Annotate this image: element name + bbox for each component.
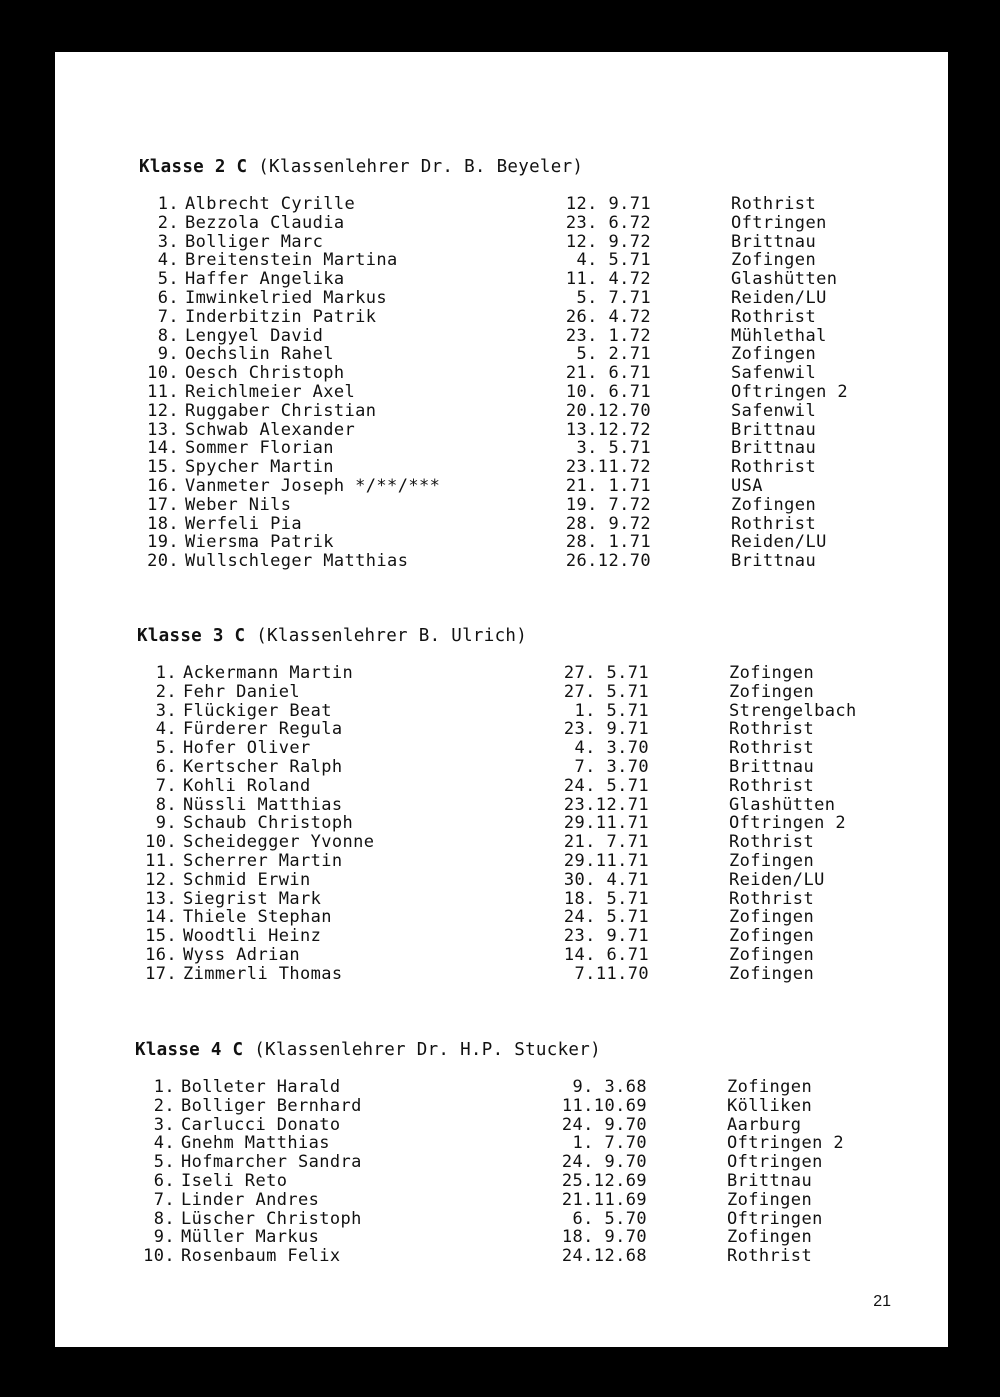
student-row: [139, 269, 838, 290]
student-row: [137, 756, 815, 777]
student-row: [139, 513, 817, 534]
student-name: Thiele Stephan: [183, 907, 332, 928]
student-row: [137, 775, 815, 796]
student-row: [139, 381, 848, 402]
student-row: [139, 551, 817, 572]
home-town: Reiden/LU: [729, 869, 825, 890]
home-town: Mühlethal: [731, 325, 827, 346]
home-town: Rothrist: [729, 738, 815, 759]
birth-date: 21. 6.71: [565, 363, 651, 384]
birth-date: 7.11.70: [574, 963, 649, 984]
student-name: Bolleter Harald: [181, 1077, 341, 1097]
student-number: 15.: [145, 926, 177, 947]
student-row: [137, 869, 825, 890]
birth-date: 26.12.70: [565, 551, 651, 572]
student-row: [137, 888, 815, 909]
birth-date: 1. 5.71: [574, 700, 649, 721]
home-town: Zofingen: [727, 1189, 813, 1210]
student-number: 5.: [157, 269, 179, 290]
student-number: 7.: [157, 306, 179, 327]
student-list: [137, 663, 857, 984]
student-number: 19.: [147, 532, 179, 553]
student-row: [139, 532, 827, 553]
home-town: Zofingen: [729, 944, 815, 965]
student-number: 14.: [145, 907, 177, 928]
birth-date: 27. 5.71: [563, 663, 649, 683]
home-town: Zofingen: [727, 1077, 813, 1097]
student-name: Werfeli Pia: [185, 513, 302, 534]
home-town: Zofingen: [729, 663, 815, 683]
home-town: Brittnau: [731, 438, 817, 459]
birth-date: 12. 9.72: [565, 231, 651, 252]
birth-date: 1. 7.70: [572, 1133, 647, 1154]
birth-date: 18. 9.70: [561, 1227, 647, 1248]
home-town: Zofingen: [729, 907, 815, 928]
home-town: Rothrist: [729, 775, 815, 796]
student-row: [137, 832, 815, 853]
student-name: Bezzola Claudia: [185, 212, 345, 233]
student-number: 1.: [153, 1077, 175, 1097]
student-name: Reichlmeier Axel: [185, 381, 356, 402]
student-number: 3.: [157, 231, 179, 252]
home-town: Brittnau: [731, 551, 817, 572]
home-town: Rothrist: [731, 457, 817, 478]
student-row: [137, 850, 815, 871]
document-page: [55, 52, 948, 1347]
student-row: [137, 794, 836, 815]
home-town: Zofingen: [727, 1227, 813, 1248]
student-row: [139, 287, 827, 308]
birth-date: 21.11.69: [561, 1189, 647, 1210]
student-number: 3.: [155, 700, 177, 721]
birth-date: 23.12.71: [563, 794, 649, 815]
student-name: Wiersma Patrik: [185, 532, 334, 553]
student-row: [135, 1114, 802, 1135]
student-number: 9.: [157, 344, 179, 365]
student-name: Vanmeter Joseph */**/***: [185, 475, 441, 496]
student-name: Wullschleger Matthias: [185, 551, 409, 572]
student-number: 11.: [145, 850, 177, 871]
birth-date: 3. 5.71: [576, 438, 651, 459]
home-town: Oftringen 2: [727, 1133, 844, 1154]
class-section-4c: [135, 1040, 844, 1267]
teacher-info: (Klassenlehrer Dr. H.P. Stucker): [243, 1040, 601, 1060]
student-row: [135, 1133, 844, 1154]
student-number: 8.: [157, 325, 179, 346]
student-name: Schmid Erwin: [183, 869, 311, 890]
birth-date: 5. 2.71: [576, 344, 651, 365]
student-number: 16.: [147, 475, 179, 496]
student-row: [139, 475, 763, 496]
student-row: [139, 494, 817, 515]
student-number: 8.: [155, 794, 177, 815]
home-town: USA: [731, 475, 763, 496]
student-row: [137, 813, 846, 834]
student-name: Scheidegger Yvonne: [183, 832, 375, 853]
student-number: 4.: [157, 250, 179, 271]
birth-date: 20.12.70: [565, 400, 651, 421]
birth-date: 10. 6.71: [565, 381, 651, 402]
student-row: [135, 1170, 813, 1191]
student-name: Fürderer Regula: [183, 719, 343, 740]
student-name: Kohli Roland: [183, 775, 311, 796]
birth-date: 23. 1.72: [565, 325, 651, 346]
student-row: [139, 457, 817, 478]
student-row: [139, 325, 827, 346]
student-name: Fehr Daniel: [183, 681, 300, 702]
birth-date: 4. 3.70: [574, 738, 649, 759]
student-row: [139, 231, 817, 252]
student-number: 10.: [147, 363, 179, 384]
student-number: 14.: [147, 438, 179, 459]
student-number: 7.: [155, 775, 177, 796]
student-row: [137, 926, 815, 947]
student-number: 9.: [153, 1227, 175, 1248]
student-row: [139, 306, 817, 327]
student-name: Hofer Oliver: [183, 738, 311, 759]
student-row: [135, 1077, 813, 1097]
birth-date: 5. 7.71: [576, 287, 651, 308]
student-number: 1.: [157, 194, 179, 214]
student-row: [135, 1208, 823, 1229]
student-name: Linder Andres: [181, 1189, 320, 1210]
class-section-3c: [137, 626, 857, 984]
birth-date: 29.11.71: [563, 850, 649, 871]
student-row: [137, 907, 815, 928]
class-name: Klasse 4 C: [135, 1040, 244, 1060]
birth-date: 28. 1.71: [565, 532, 651, 553]
home-town: Zofingen: [729, 850, 815, 871]
student-row: [139, 212, 827, 233]
student-number: 4.: [153, 1133, 175, 1154]
student-row: [139, 250, 817, 271]
student-number: 4.: [155, 719, 177, 740]
student-number: 17.: [145, 963, 177, 984]
class-name: Klasse 2 C: [139, 157, 248, 177]
birth-date: 11.10.69: [561, 1095, 647, 1116]
student-name: Müller Markus: [181, 1227, 320, 1248]
home-town: Oftringen: [727, 1152, 823, 1173]
student-name: Breitenstein Martina: [185, 250, 398, 271]
birth-date: 4. 5.71: [576, 250, 651, 271]
student-number: 1.: [155, 663, 177, 683]
student-list: [139, 194, 848, 572]
student-list: [135, 1077, 844, 1267]
student-name: Bolliger Marc: [185, 231, 324, 252]
home-town: Rothrist: [729, 719, 815, 740]
student-number: 12.: [145, 869, 177, 890]
student-name: Albrecht Cyrille: [185, 194, 356, 214]
student-row: [139, 419, 817, 440]
student-name: Wyss Adrian: [183, 944, 300, 965]
student-number: 6.: [153, 1170, 175, 1191]
class-section-2c: [139, 157, 848, 572]
student-number: 18.: [147, 513, 179, 534]
student-name: Lüscher Christoph: [181, 1208, 362, 1229]
student-number: 6.: [157, 287, 179, 308]
home-town: Zofingen: [729, 681, 815, 702]
student-number: 13.: [145, 888, 177, 909]
home-town: Rothrist: [729, 888, 815, 909]
student-name: Lengyel David: [185, 325, 324, 346]
student-row: [137, 719, 815, 740]
student-row: [137, 700, 857, 721]
student-number: 7.: [153, 1189, 175, 1210]
birth-date: 21. 1.71: [565, 475, 651, 496]
home-town: Rothrist: [729, 832, 815, 853]
student-row: [139, 344, 817, 365]
birth-date: 24. 5.71: [563, 907, 649, 928]
home-town: Glashütten: [729, 794, 836, 815]
home-town: Rothrist: [731, 306, 817, 327]
home-town: Safenwil: [731, 400, 817, 421]
home-town: Safenwil: [731, 363, 817, 384]
student-number: 17.: [147, 494, 179, 515]
birth-date: 18. 5.71: [563, 888, 649, 909]
home-town: Reiden/LU: [731, 287, 827, 308]
birth-date: 7. 3.70: [574, 756, 649, 777]
student-row: [135, 1189, 813, 1210]
home-town: Zofingen: [731, 344, 817, 365]
student-name: Ackermann Martin: [183, 663, 354, 683]
student-name: Woodtli Heinz: [183, 926, 322, 947]
home-town: Brittnau: [727, 1170, 813, 1191]
home-town: Oftringen: [727, 1208, 823, 1229]
student-name: Rosenbaum Felix: [181, 1246, 341, 1267]
home-town: Glashütten: [731, 269, 838, 290]
student-name: Scherrer Martin: [183, 850, 343, 871]
student-name: Hofmarcher Sandra: [181, 1152, 362, 1173]
student-number: 15.: [147, 457, 179, 478]
birth-date: 21. 7.71: [563, 832, 649, 853]
home-town: Rothrist: [727, 1246, 813, 1267]
student-row: [135, 1152, 823, 1173]
class-name: Klasse 3 C: [137, 626, 246, 646]
student-name: Imwinkelried Markus: [185, 287, 388, 308]
home-town: Brittnau: [729, 756, 815, 777]
student-number: 10.: [143, 1246, 175, 1267]
student-number: 12.: [147, 400, 179, 421]
student-row: [137, 963, 815, 984]
student-row: [139, 400, 817, 421]
birth-date: 23.11.72: [565, 457, 651, 478]
home-town: Aarburg: [727, 1114, 802, 1135]
student-name: Spycher Martin: [185, 457, 334, 478]
home-town: Zofingen: [731, 494, 817, 515]
student-number: 3.: [153, 1114, 175, 1135]
student-number: 8.: [153, 1208, 175, 1229]
student-row: [137, 944, 815, 965]
birth-date: 28. 9.72: [565, 513, 651, 534]
student-row: [139, 194, 817, 214]
student-row: [135, 1246, 813, 1267]
student-name: Sommer Florian: [185, 438, 334, 459]
student-number: 2.: [155, 681, 177, 702]
student-number: 11.: [147, 381, 179, 402]
home-town: Strengelbach: [729, 700, 857, 721]
section-title: [135, 1041, 601, 1060]
student-name: Zimmerli Thomas: [183, 963, 343, 984]
student-name: Kertscher Ralph: [183, 756, 343, 777]
birth-date: 24. 9.70: [561, 1152, 647, 1173]
home-town: Oftringen 2: [729, 813, 846, 834]
student-number: 20.: [147, 551, 179, 572]
student-number: 6.: [155, 756, 177, 777]
student-name: Flückiger Beat: [183, 700, 332, 721]
student-name: Carlucci Donato: [181, 1114, 341, 1135]
birth-date: 11. 4.72: [565, 269, 651, 290]
student-number: 16.: [145, 944, 177, 965]
birth-date: 12. 9.71: [565, 194, 651, 214]
home-town: Zofingen: [731, 250, 817, 271]
birth-date: 13.12.72: [565, 419, 651, 440]
student-name: Weber Nils: [185, 494, 292, 515]
student-name: Bolliger Bernhard: [181, 1095, 362, 1116]
birth-date: 6. 5.70: [572, 1208, 647, 1229]
student-row: [139, 438, 817, 459]
birth-date: 26. 4.72: [565, 306, 651, 327]
birth-date: 25.12.69: [561, 1170, 647, 1191]
section-title: [139, 158, 583, 177]
home-town: Oftringen 2: [731, 381, 848, 402]
student-name: Schwab Alexander: [185, 419, 356, 440]
home-town: Rothrist: [731, 194, 817, 214]
student-row: [139, 363, 817, 384]
student-row: [137, 681, 815, 702]
student-name: Gnehm Matthias: [181, 1133, 330, 1154]
birth-date: 9. 3.68: [572, 1077, 647, 1097]
student-name: Siegrist Mark: [183, 888, 322, 909]
student-number: 2.: [153, 1095, 175, 1116]
section-title: [137, 627, 527, 646]
home-town: Zofingen: [729, 926, 815, 947]
student-row: [137, 663, 815, 683]
birth-date: 23. 9.71: [563, 926, 649, 947]
birth-date: 29.11.71: [563, 813, 649, 834]
student-name: Inderbitzin Patrik: [185, 306, 377, 327]
birth-date: 14. 6.71: [563, 944, 649, 965]
student-number: 2.: [157, 212, 179, 233]
teacher-info: (Klassenlehrer Dr. B. Beyeler): [247, 157, 584, 177]
student-name: Haffer Angelika: [185, 269, 345, 290]
student-name: Nüssli Matthias: [183, 794, 343, 815]
birth-date: 23. 9.71: [563, 719, 649, 740]
home-town: Kölliken: [727, 1095, 813, 1116]
student-number: 9.: [155, 813, 177, 834]
student-name: Schaub Christoph: [183, 813, 354, 834]
student-number: 13.: [147, 419, 179, 440]
home-town: Rothrist: [731, 513, 817, 534]
birth-date: 24. 5.71: [563, 775, 649, 796]
student-number: 10.: [145, 832, 177, 853]
home-town: Oftringen: [731, 212, 827, 233]
student-name: Iseli Reto: [181, 1170, 288, 1191]
student-row: [135, 1227, 813, 1248]
student-number: 5.: [155, 738, 177, 759]
student-number: 5.: [153, 1152, 175, 1173]
student-name: Oesch Christoph: [185, 363, 345, 384]
home-town: Brittnau: [731, 231, 817, 252]
birth-date: 19. 7.72: [565, 494, 651, 515]
home-town: Brittnau: [731, 419, 817, 440]
student-name: Ruggaber Christian: [185, 400, 377, 421]
teacher-info: (Klassenlehrer B. Ulrich): [245, 626, 528, 646]
birth-date: 27. 5.71: [563, 681, 649, 702]
birth-date: 23. 6.72: [565, 212, 651, 233]
home-town: Zofingen: [729, 963, 815, 984]
student-row: [137, 738, 815, 759]
birth-date: 24.12.68: [561, 1246, 647, 1267]
page-number: 21: [873, 1293, 891, 1310]
birth-date: 24. 9.70: [561, 1114, 647, 1135]
birth-date: 30. 4.71: [563, 869, 649, 890]
student-name: Oechslin Rahel: [185, 344, 334, 365]
home-town: Reiden/LU: [731, 532, 827, 553]
student-row: [135, 1095, 813, 1116]
